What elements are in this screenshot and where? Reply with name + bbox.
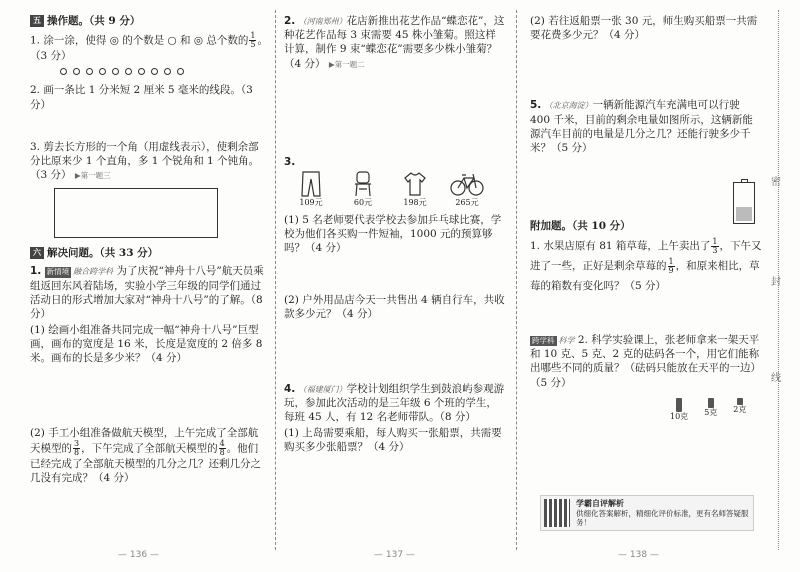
- circle-shape[interactable]: [73, 68, 80, 75]
- section-problem-header: [30, 246, 268, 260]
- circle-shape[interactable]: [125, 68, 132, 75]
- tag-badge: 新情境: [46, 267, 70, 277]
- product-row: [292, 171, 506, 209]
- question-number: 1.: [30, 265, 42, 278]
- product-price: 109元: [299, 197, 323, 207]
- region-tag: （北京海淀）: [544, 101, 593, 111]
- section-title: 解决问题。（共 33 分）: [47, 247, 159, 260]
- battery-level: [736, 207, 752, 221]
- question-number: 2.: [284, 15, 296, 27]
- rectangle-figure[interactable]: [54, 188, 218, 238]
- question-text: 一辆新能源汽车充满电可以行驶 400 千米，目前的剩余电量如图所示，这辆新能源汽车目前的电量是几分之几？还能行驶多少千米？（5 分）: [530, 99, 753, 154]
- qr-banner[interactable]: [540, 495, 754, 531]
- qr-code-icon[interactable]: [544, 499, 570, 527]
- circle-shape[interactable]: [151, 68, 158, 75]
- problem-1-sub-2: (2) 手工小组准备做航天模型，上午完成了全部航天模型的 $\frac{3}{8}$ ，下午完成了全部航天模型的 $\frac{4}{8}$ 。他们已经完成了全部航天模型的几分之几？还剩几分之几没有完成？（4 分）: [30, 426, 261, 484]
- margin-char-2: 封: [771, 277, 781, 288]
- chair-icon: [352, 171, 374, 197]
- page-number-right: — 138 —: [618, 550, 659, 560]
- section-operation-header: [30, 14, 268, 28]
- circle-shape[interactable]: [164, 68, 171, 75]
- circle-shape[interactable]: [138, 68, 145, 75]
- question-3: [30, 140, 268, 183]
- circle-shape[interactable]: [112, 68, 119, 75]
- product-shirt: [396, 171, 434, 209]
- problem-5: [530, 98, 756, 155]
- page-number-middle: — 137 —: [374, 550, 415, 560]
- problem-3-number: 3.: [284, 155, 296, 168]
- problem-1-sub-1: (1) 绘画小组准备共同完成一幅“神舟十八号”巨型画，画布的宽度是 16 米，长度是宽度的 2 倍多 8 米。画布的长是多少米？（4 分）: [30, 324, 263, 365]
- weight-2g: 2克: [733, 398, 746, 423]
- question-text: 学校计划组织学生到鼓浪屿参观游玩，参加此次活动的是三年级 6 个班的学生，每班 45 人，有 12 名老师带队。（8 分）: [284, 382, 505, 423]
- trousers-icon: [300, 171, 322, 197]
- circle-row[interactable]: [60, 68, 268, 75]
- product-bicycle: [448, 171, 486, 209]
- question-text: 为了庆祝“神舟十八号”航天员乘组返回东风着陆场，实验小学三年级的同学们通过活动日的形式增加大家对“神舟十八号”的了解。（8 分）: [30, 265, 264, 320]
- section-badge: 六: [30, 247, 44, 259]
- problem-4-sub-1: (1) 上岛需要乘船，每人购买一张船票，共需要购买多少张船票？（4 分）: [284, 427, 502, 454]
- bicycle-icon: [450, 171, 484, 197]
- question-text: 1. 涂一涂，使得 ◎ 的个数是 ○ 和 ◎ 总个数的: [30, 34, 249, 47]
- question-text: 花店新推出花艺作品“蝶恋花”，这种花艺作品每 3 束需要 45 株小雏菊。照这样计算，制作 9 束“蝶恋花”需要多少株小雏菊？（4 分）: [284, 15, 505, 70]
- tag-badge: 跨学科: [532, 336, 555, 346]
- qr-title: 学霸自评解析: [575, 497, 624, 508]
- extra-problem-1: 1. 水果店原有 81 箱草莓，上午卖出了 $\frac{1}{3}$ ，下午又进了一些，正好是剩余草莓的 $\frac{1}{9}$ ，和原来相比，草莓的箱数有变化吗？（5 分）: [530, 236, 762, 293]
- weights-figure: [670, 398, 766, 423]
- circle-shape[interactable]: [60, 68, 67, 75]
- shirt-icon: [403, 171, 427, 197]
- battery-gauge: [733, 182, 755, 224]
- product-price: 198元: [403, 197, 427, 207]
- fraction: $\frac{1}{9}$: [668, 256, 674, 275]
- product-trousers: [292, 171, 330, 209]
- page-number-left: — 136 —: [118, 550, 159, 560]
- extra-section-header: 附加题。（共 10 分）: [530, 220, 631, 233]
- problem-3-sub-1: (1) 5 名老师要代表学校去参加乒乓球比赛，学校为他们各买购一件短袖，1000 元的预算够吗？（4 分）: [284, 213, 502, 254]
- circle-shape[interactable]: [86, 68, 93, 75]
- circle-shape[interactable]: [99, 68, 106, 75]
- question-points: 。（3 分）: [30, 34, 268, 63]
- region-tag: （福建厦门）: [298, 384, 347, 394]
- product-price: 60元: [353, 197, 373, 207]
- problem-1: [30, 264, 268, 321]
- problem-4: [284, 382, 506, 425]
- product-price: 265元: [455, 197, 479, 207]
- question-2: 2. 画一条比 1 分米短 2 厘米 5 毫米的线段。（3 分）: [30, 84, 253, 111]
- problem-4-sub-2: (2) 若往返船票一张 30 元，师生购买船票一共需要花费多少元？（4 分）: [530, 15, 758, 42]
- answer-note: ▶第一题二: [328, 59, 365, 69]
- weight-5g: 5克: [704, 398, 717, 423]
- section-badge: 五: [30, 15, 44, 27]
- question-number: 4.: [284, 382, 296, 395]
- column-divider-left: [275, 10, 276, 550]
- margin-char-1: 密: [771, 177, 781, 188]
- qr-text: 供细化答案解析，精细化评价标准，更有名师答疑服务！: [575, 508, 749, 528]
- fraction: $\frac{1}{3}$: [712, 236, 718, 255]
- region-tag: （河南郑州）: [298, 17, 347, 26]
- tag-label: 融合跨学科: [73, 267, 114, 277]
- question-text: 2. 科学实验课上，张老师拿来一架天平和 10 克、5 克、2 克的砝码各一个，用它们能称出哪些不同的质量？（砝码只能放在天平的一边）（5 分）: [530, 334, 761, 389]
- question-text: 3. 剪去长方形的一个角（用虚线表示），使剩余部分比原来少 1 个直角，多 1 个锐角和 1 个钝角。（3 分）: [30, 140, 260, 182]
- column-divider-right: [516, 10, 517, 550]
- column-3: [530, 14, 766, 423]
- product-chair: [344, 171, 382, 209]
- column-1: [30, 14, 268, 487]
- weight-10g: 10克: [670, 398, 688, 423]
- section-title: 操作题。（共 9 分）: [47, 15, 141, 27]
- margin-char-3: 线: [771, 373, 781, 384]
- problem-2: [284, 14, 506, 71]
- circle-shape[interactable]: [177, 68, 184, 75]
- fraction: $\frac{1}{5}$: [250, 31, 256, 50]
- question-number: 5.: [530, 99, 542, 112]
- extra-problem-2: [530, 333, 766, 390]
- question-1: [30, 32, 268, 63]
- fraction: $\frac{3}{8}$: [74, 438, 80, 457]
- column-2: [284, 14, 506, 456]
- fraction: $\frac{4}{8}$: [219, 438, 225, 457]
- problem-3-sub-2: (2) 户外用品店今天一共售出 4 辆自行车，共收款多少元？（4 分）: [284, 294, 505, 321]
- tag-label: 科学: [558, 336, 575, 346]
- answer-note: ▶第一题三: [74, 171, 111, 181]
